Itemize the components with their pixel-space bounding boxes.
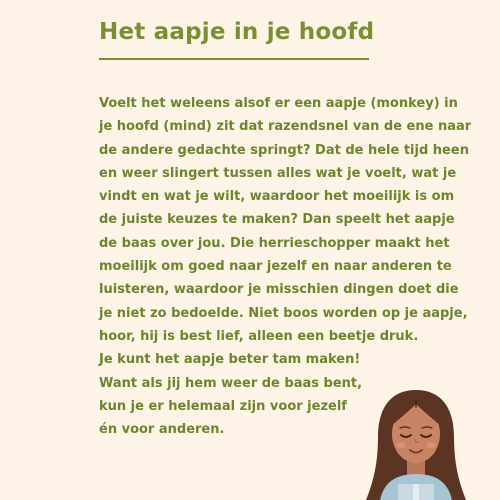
right-cheek [426, 442, 436, 448]
body-line: hoor, hij is best lief, alleen een beetje druk. [99, 328, 419, 344]
body-line: Je kunt het aapje beter tam maken! [99, 352, 361, 368]
body-line: de andere gedachte springt? Dat de hele tijd heen [99, 142, 469, 158]
body-line: vindt en wat je wilt, waardoor het moeilijk is om [99, 189, 455, 205]
body-line: en weer slingert tussen alles wat je voelt, wat je [99, 165, 457, 181]
body-line: luisteren, waardoor je misschien dingen doet die [99, 282, 459, 298]
page-title: Het aapje in je hoofd [99, 19, 375, 45]
body-line: Voelt het weleens alsof er een aapje (monkey) in [99, 96, 458, 111]
girl-illustration [356, 384, 476, 500]
gift-ribbon [413, 484, 419, 500]
body-line: kun je er helemaal zijn voor jezelf [99, 398, 347, 414]
body-line: én voor anderen. [99, 422, 225, 438]
body-line: de juiste keuzes te maken? Dan speelt het aapje [99, 212, 455, 228]
body-line: Want als jij hem weer de baas bent, [99, 375, 363, 391]
body-line: moeilijk om goed naar jezelf en naar anderen te [99, 259, 452, 275]
title-underline [99, 58, 369, 60]
body-line: je niet zo bedoelde. Niet boos worden op je aapje, [99, 305, 468, 321]
body-line: de baas over jou. Die herrieschopper maakt het [99, 235, 450, 251]
body-line: je hoofd (mind) zit dat razendsnel van de ene naar [99, 119, 472, 135]
left-cheek [396, 442, 406, 448]
